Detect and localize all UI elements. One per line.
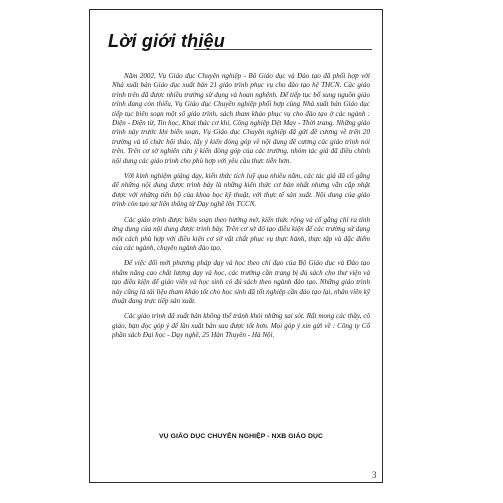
paragraph-5: Các giáo trình đã xuất bản không thể tránh khỏi những sai sót. Rất mong các thầy, cô giáo, bạn đọc góp ý để lần xuất bản sau được tốt hơn. Mọi góp ý xin gửi về : Công ty Cổ phần sách Đại học - Dạy nghề, 25 Hàn Thuyên - Hà Nội.	[112, 312, 370, 340]
heading-row	[108, 27, 378, 57]
page-number: 3	[372, 470, 377, 480]
paragraph-3: Các giáo trình được biên soạn theo hướng mở, kiến thức rộng và cố gắng chỉ ra tính ứng dụng của nội dung được trình bày. Trên cơ sở đó tạo điều kiện để các trường sử dụng một cách phù hợp với điều kiện cơ sở vật chất phục vụ thực hành, thực tập và đặc điểm của các ngành, chuyên ngành đào tạo.	[112, 215, 370, 252]
paragraph-1: Năm 2002, Vụ Giáo dục Chuyên nghiệp - Bộ Giáo dục và Đào tạo đã phối hợp với Nhà xuất bản Giáo dục xuất bản 21 giáo trình phục vụ cho đào tạo hệ THCN. Các giáo trình trên đã được nhiều trường sử dụng và hoan nghênh. Để tiếp tục bổ sung nguồn giáo trình đang còn thiếu, Vụ Giáo dục Chuyên nghiệp phối hợp cùng Nhà xuất bản Giáo dục tiếp tục biên soạn một số giáo trình, sách tham khảo phục vụ cho đào tạo ở các ngành : Điện - Điện tử, Tin học, Khai thác cơ khí, Công nghiệp Dệt May - Thời trang. Những giáo trình này trước khi biên soạn, Vụ Giáo dục Chuyên nghiệp đã gửi đề cương về trên 20 trường và tổ chức hội thảo, lấy ý kiến đóng góp về nội dung đề cương các giáo trình nói trên. Trên cơ sở nghiên cứu ý kiến đóng góp của các trường, nhóm tác giả đã điều chỉnh nội dung các giáo trình cho phù hợp với yêu cầu thực tiễn hơn.	[112, 72, 370, 165]
publisher-signature: VỤ GIÁO DỤC CHUYÊN NGHIỆP - NXB GIÁO DỤC	[159, 433, 323, 440]
introduction-body	[112, 72, 370, 347]
page-title: Lời giới thiệu	[108, 31, 225, 51]
paragraph-4: Để việc đổi mới phương pháp dạy và học theo chỉ đạo của Bộ Giáo dục và Đào tạo nhằm nâng cao chất lượng dạy và học, các trường cần trang bị đủ sách cho thư viện và tạo điều kiện để giáo viên và học sinh có đủ sách theo ngành đào tạo. Những giáo trình này cũng là tài liệu tham khảo tốt cho học sinh đã tốt nghiệp cần đào tạo lại, nhân viên kỹ thuật đang trực tiếp sản xuất.	[112, 259, 370, 305]
title-underline	[194, 49, 372, 50]
paragraph-2: Với kinh nghiệm giảng dạy, kiến thức tích luỹ qua nhiều năm, các tác giả đã cố gắng để những nội dung được trình bày là những kiến thức cơ bản nhất nhưng vẫn cập nhật được với những tiến bộ của khoa học kỹ thuật, với thực tế sản xuất. Nội dung của giáo trình còn tạo sự liên thông từ Dạy nghề lên TCCN.	[112, 172, 370, 209]
